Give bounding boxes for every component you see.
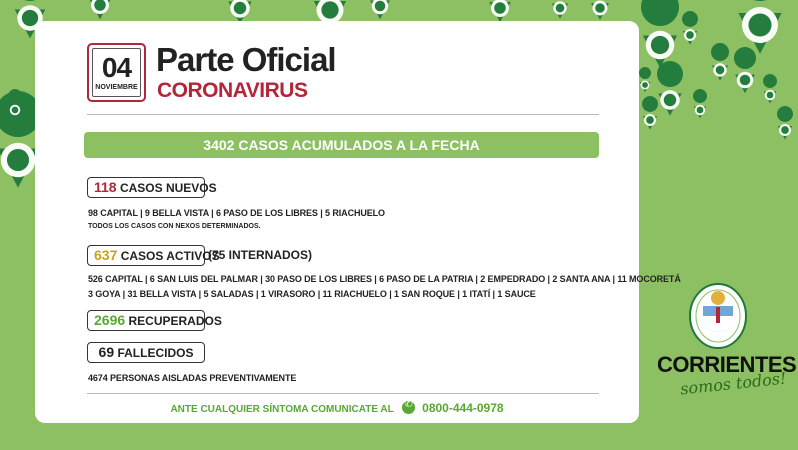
new-cases-count: 118 bbox=[94, 179, 117, 195]
active-detail-1: 526 CAPITAL | 6 SAN LUIS DEL PALMAR | 30 PASO DE LOS LIBRES | 6 PASO DE LA PATRIA | 2 EMPEDRADO | 2 SANTA ANA | 11 MOCORETÁ bbox=[88, 274, 681, 284]
cumulative-label: CASOS ACUMULADOS A LA FECHA bbox=[238, 137, 480, 153]
active-cases-box bbox=[87, 245, 220, 266]
deceased-box bbox=[87, 342, 205, 363]
divider bbox=[87, 393, 599, 394]
date-badge bbox=[87, 43, 146, 102]
active-cases-count: 637 bbox=[94, 247, 118, 263]
divider bbox=[87, 114, 599, 115]
isolated-people: 4674 PERSONAS AISLADAS PREVENTIVAMENTE bbox=[88, 373, 297, 383]
recovered-count: 2696 bbox=[94, 312, 126, 328]
phone-icon bbox=[402, 401, 415, 414]
active-cases-label: CASOS ACTIVOS bbox=[120, 249, 220, 263]
deceased-label: FALLECIDOS bbox=[117, 346, 194, 360]
new-cases-box bbox=[87, 177, 217, 198]
cumulative-cases-banner bbox=[84, 132, 599, 158]
footer-text: ANTE CUALQUIER SÍNTOMA COMUNICATE AL bbox=[170, 404, 394, 415]
new-cases-detail: 98 CAPITAL | 9 BELLA VISTA | 6 PASO DE LOS LIBRES | 5 RIACHUELO bbox=[88, 208, 385, 218]
deceased-count: 69 bbox=[98, 344, 115, 360]
new-cases-note: TODOS LOS CASOS CON NEXOS DETERMINADOS. bbox=[88, 223, 261, 230]
date-day: 04 bbox=[101, 52, 132, 83]
new-cases-label: CASOS NUEVOS bbox=[119, 181, 217, 195]
report-card bbox=[35, 21, 681, 423]
report-subtitle: CORONAVIRUS bbox=[157, 79, 308, 102]
footer-contact bbox=[35, 401, 639, 415]
cumulative-count: 3402 bbox=[203, 137, 235, 153]
date-month: NOVIEMBRE bbox=[95, 84, 138, 91]
hospitalized-note: (75 INTERNADOS) bbox=[208, 248, 313, 262]
recovered-box bbox=[87, 310, 222, 331]
provincial-seal bbox=[688, 276, 748, 350]
brand-tagline: somos todos! bbox=[679, 368, 788, 399]
report-title: Parte Oficial bbox=[156, 41, 336, 78]
active-detail-2: 3 GOYA | 31 BELLA VISTA | 5 SALADAS | 1 VIRASORO | 11 RIACHUELO | 1 SAN ROQUE | 1 ITATÍ | 1 SAUCE bbox=[88, 289, 536, 299]
brand-name: CORRIENTES bbox=[657, 352, 797, 377]
recovered-label: RECUPERADOS bbox=[128, 314, 222, 328]
phone-number[interactable]: 0800-444-0978 bbox=[422, 401, 504, 415]
